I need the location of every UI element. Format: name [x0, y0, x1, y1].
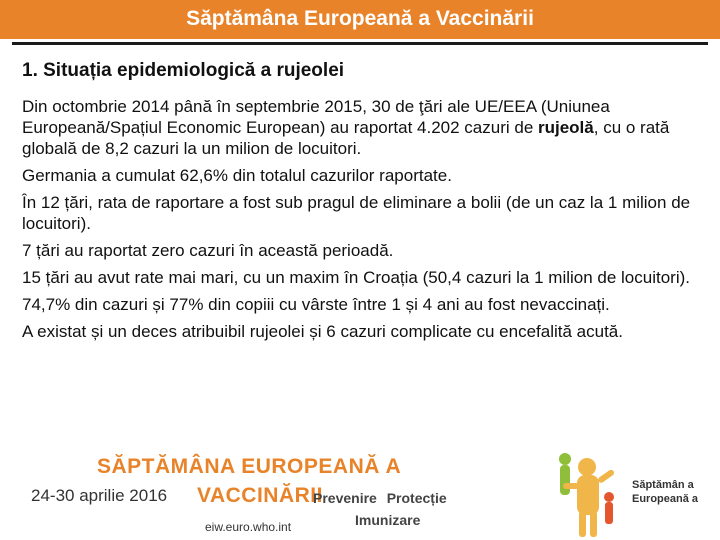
section-heading: 1. Situația epidemiologică a rujeolei — [22, 60, 345, 81]
footer-tag-prevenire: Prevenire — [313, 490, 377, 506]
footer-tag-protectie: Protecție — [386, 490, 447, 506]
paragraph-1-text-b: , cu o rată globală de 8,2 cazuri la un milion de locuitori. — [22, 118, 670, 158]
paragraph-6: 74,7% din cazuri și 77% din copiii cu vârste între 1 și 4 ani au fost nevaccinați. — [22, 295, 610, 314]
campaign-logo-icon — [545, 447, 623, 540]
paragraph-4: 7 țări au raportat zero cazuri în această perioadă. — [22, 241, 394, 260]
footer-date: 24-30 aprilie 2016 — [31, 486, 168, 505]
footer-tags — [313, 490, 453, 506]
paragraph-5: 15 țări au avut rate mai mari, cu un maxim în Croația (50,4 cazuri la 1 milion de locuitori). — [22, 268, 690, 287]
footer-tag-imunizare: Imunizare — [355, 512, 421, 528]
slide-title: Săptămâna Europeană a Vaccinării — [0, 0, 720, 39]
paragraph-1-bold: rujeolă — [538, 118, 594, 137]
paragraph-1-text-a: Din octombrie 2014 până în septembrie 2015, 30 de ţări ale UE/EEA (Uniunea Europeană/Spațiul Economic European) au raportat 4.202 cazuri de — [22, 97, 610, 137]
footer-brand-line1: SĂPTĂMÂNA EUROPEANĂ A — [97, 455, 402, 478]
paragraph-1 — [22, 96, 712, 159]
footer-url: eiw.euro.who.int — [205, 520, 292, 534]
paragraph-7: A existat și un deces atribuibil rujeolei și 6 cazuri complicate cu encefalită acută. — [22, 322, 623, 341]
paragraph-3: În 12 țări, rata de raportare a fost sub pragul de eliminare a bolii (de un caz la 1 milion de locuitori). — [22, 193, 691, 233]
paragraph-2: Germania a cumulat 62,6% din totalul cazurilor raportate. — [22, 166, 452, 185]
title-underline — [12, 42, 708, 45]
content-body — [22, 96, 712, 348]
footer-brand-line2: VACCINĂRII — [197, 484, 323, 507]
side-label: Săptămân a Europeană a — [632, 479, 699, 505]
